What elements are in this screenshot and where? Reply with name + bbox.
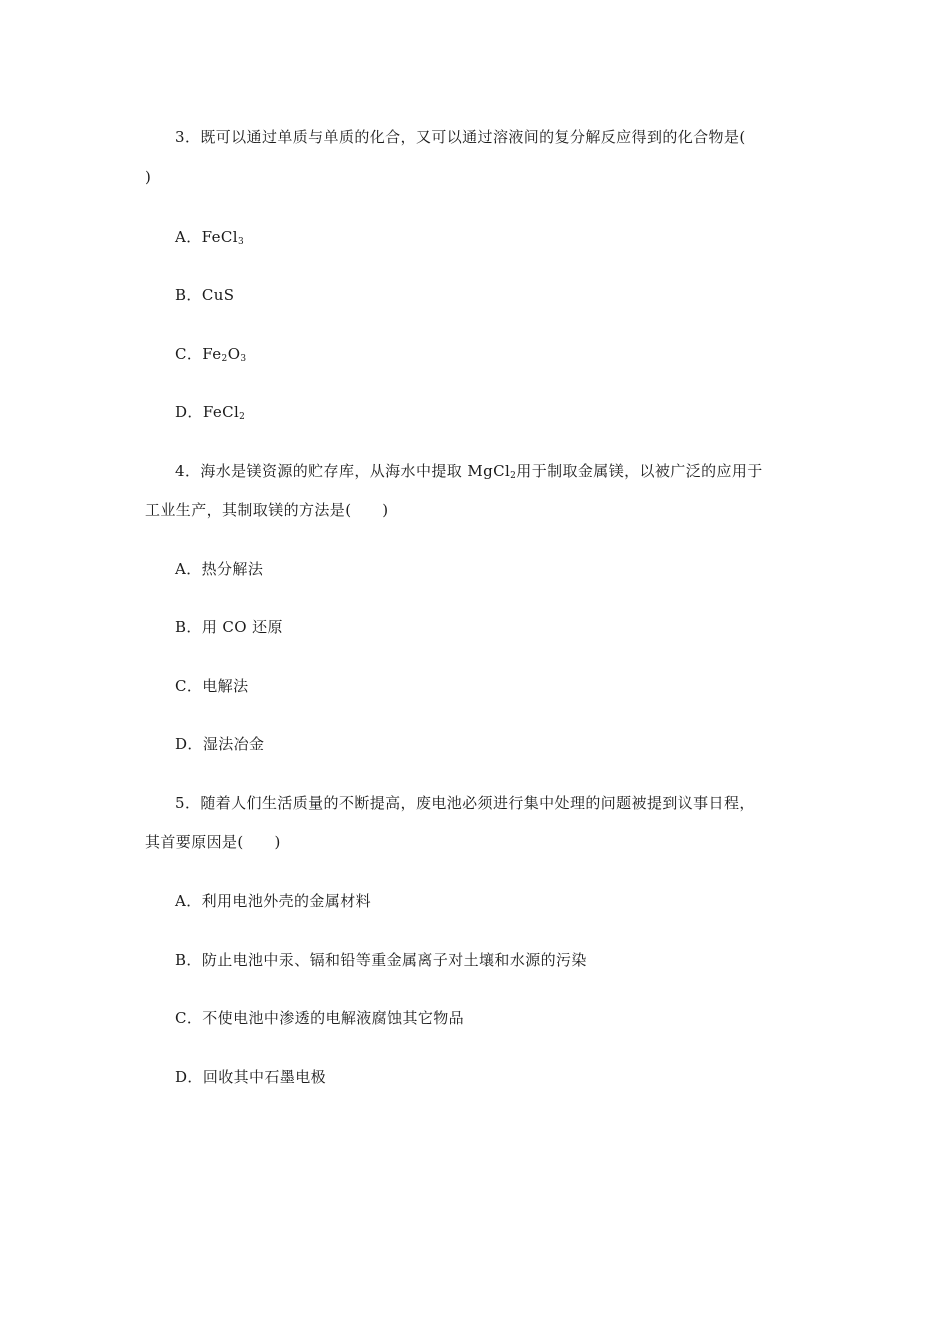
question-3-option-d [175, 402, 245, 422]
formula: Fe [202, 345, 222, 363]
option-label: C． [175, 345, 203, 363]
subscript: 3 [237, 237, 245, 247]
formula-part: O [227, 345, 241, 363]
question-4-option-a: A．热分解法 [175, 560, 264, 578]
formula: FeCl [201, 228, 238, 246]
formula: CuS [201, 286, 235, 304]
subscript: 2 [221, 354, 228, 364]
question-4-text-b: 用于制取金属镁，以被广泛的应用于 [516, 462, 763, 480]
question-4-text-cont: 工业生产，其制取镁的方法是( ) [145, 501, 389, 519]
question-4-option-c: C．电解法 [175, 677, 249, 695]
question-5-option-b: B．防止电池中汞、镉和铅等重金属离子对土壤和水源的污染 [175, 951, 587, 969]
subscript: 2 [239, 412, 246, 422]
question-5-text: 5．随着人们生活质量的不断提高，废电池必须进行集中处理的问题被提到议事日程， [175, 794, 755, 812]
question-5-text-cont: 其首要原因是( ) [145, 833, 281, 851]
formula: FeCl [202, 403, 240, 421]
question-5-option-d: D．回收其中石墨电极 [175, 1068, 327, 1086]
subscript: 3 [240, 354, 247, 364]
question-4-text-a: 4．海水是镁资源的贮存库，从海水中提取 MgCl [175, 462, 511, 480]
question-4-text [175, 461, 763, 481]
option-label: D． [175, 403, 203, 421]
question-3-text-cont: ) [145, 168, 152, 186]
question-3-option-a [175, 227, 244, 247]
question-3-option-b [175, 285, 234, 305]
question-5-option-c: C．不使电池中渗透的电解液腐蚀其它物品 [175, 1009, 465, 1027]
question-3-text: 3．既可以通过单质与单质的化合，又可以通过溶液间的复分解反应得到的化合物是( [175, 128, 746, 146]
subscript: 2 [510, 471, 517, 481]
question-5-option-a: A．利用电池外壳的金属材料 [175, 892, 372, 910]
option-label: B． [175, 286, 202, 304]
question-3-option-c [175, 344, 247, 364]
question-4-option-b: B．用 CO 还原 [175, 618, 283, 636]
option-label: A． [175, 228, 202, 246]
question-4-option-d: D．湿法冶金 [175, 735, 265, 753]
